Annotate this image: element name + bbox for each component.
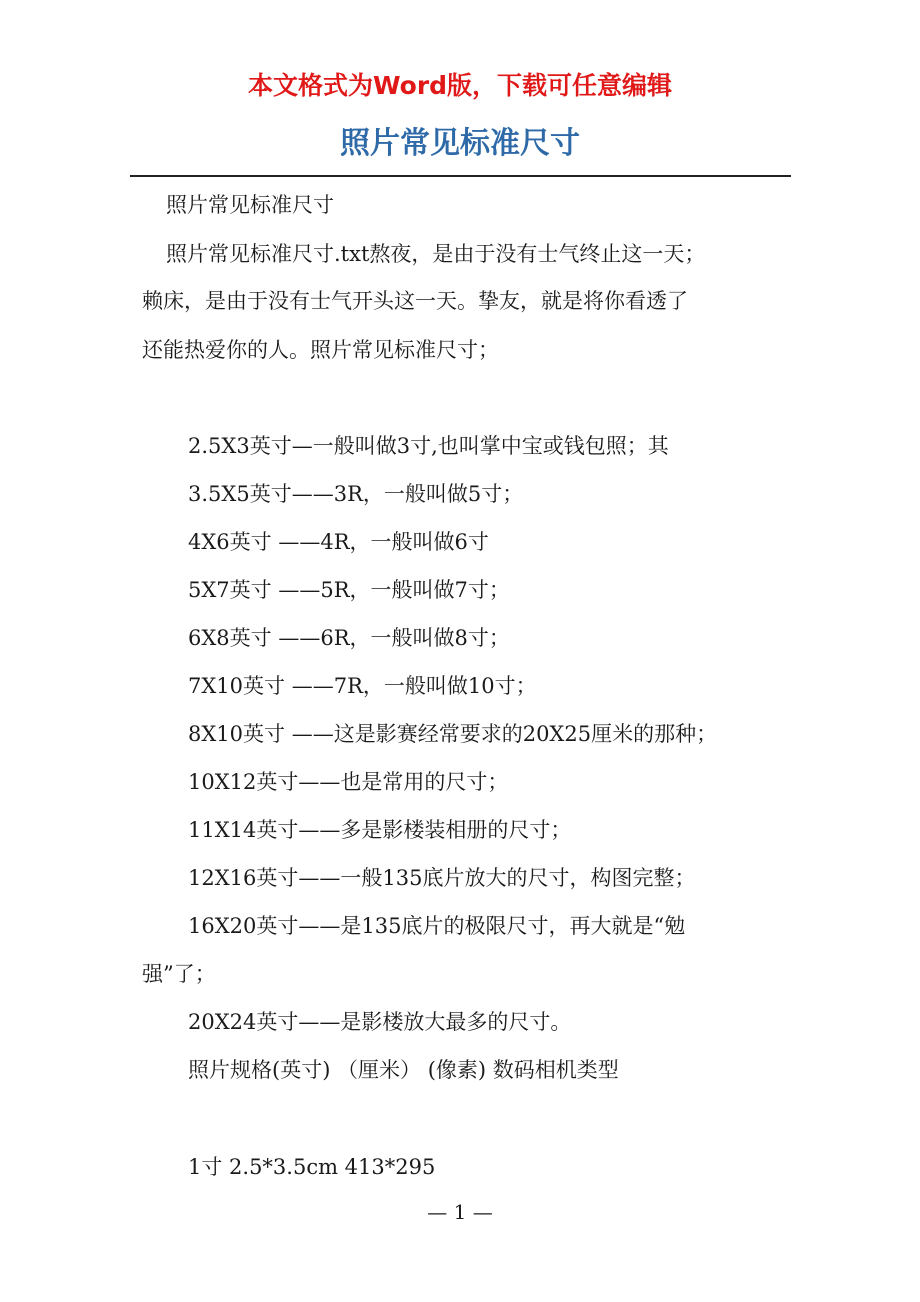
intro-line-2: 赖床，是由于没有士气开头这一天。挚友，就是将你看透了: [142, 289, 688, 313]
size-line: 12X16英寸——一般135底片放大的尺寸，构图完整；: [188, 866, 696, 890]
size-line: 3.5X5英寸——3R，一般叫做5寸；: [188, 482, 524, 506]
section-heading: 照片常见标准尺寸: [166, 193, 334, 217]
size-line: 2.5X3英寸—一般叫做3寸,也叫掌中宝或钱包照；其: [188, 434, 669, 458]
download-banner: 本文格式为Word版，下载可任意编辑: [247, 71, 673, 100]
table-row: 1寸 2.5*3.5cm 413*295: [188, 1155, 436, 1179]
title-divider: [130, 175, 791, 177]
size-line-continued: 强”了；: [142, 962, 216, 986]
document-title: 照片常见标准尺寸: [340, 126, 580, 161]
size-line: 10X12英寸——也是常用的尺寸；: [188, 770, 509, 794]
intro-line-1: 照片常见标准尺寸.txt熬夜，是由于没有士气终止这一天；: [166, 242, 706, 266]
size-line: 6X8英寸 ——6R，一般叫做8寸；: [188, 626, 510, 650]
size-line: 20X24英寸——是影楼放大最多的尺寸。: [188, 1010, 572, 1034]
table-header: 照片规格(英寸) （厘米） (像素) 数码相机类型: [188, 1058, 619, 1082]
size-line: 8X10英寸 ——这是影赛经常要求的20X25厘米的那种；: [188, 722, 718, 746]
size-line: 5X7英寸 ——5R，一般叫做7寸；: [188, 578, 510, 602]
size-line: 7X10英寸 ——7R，一般叫做10寸；: [188, 674, 537, 698]
intro-line-3: 还能热爱你的人。照片常见标准尺寸；: [142, 338, 499, 362]
size-line: 4X6英寸 ——4R，一般叫做6寸: [188, 530, 489, 554]
size-line: 11X14英寸——多是影楼装相册的尺寸；: [188, 818, 572, 842]
page-number: — 1 —: [427, 1200, 493, 1224]
size-line: 16X20英寸——是135底片的极限尺寸，再大就是“勉: [188, 914, 686, 938]
